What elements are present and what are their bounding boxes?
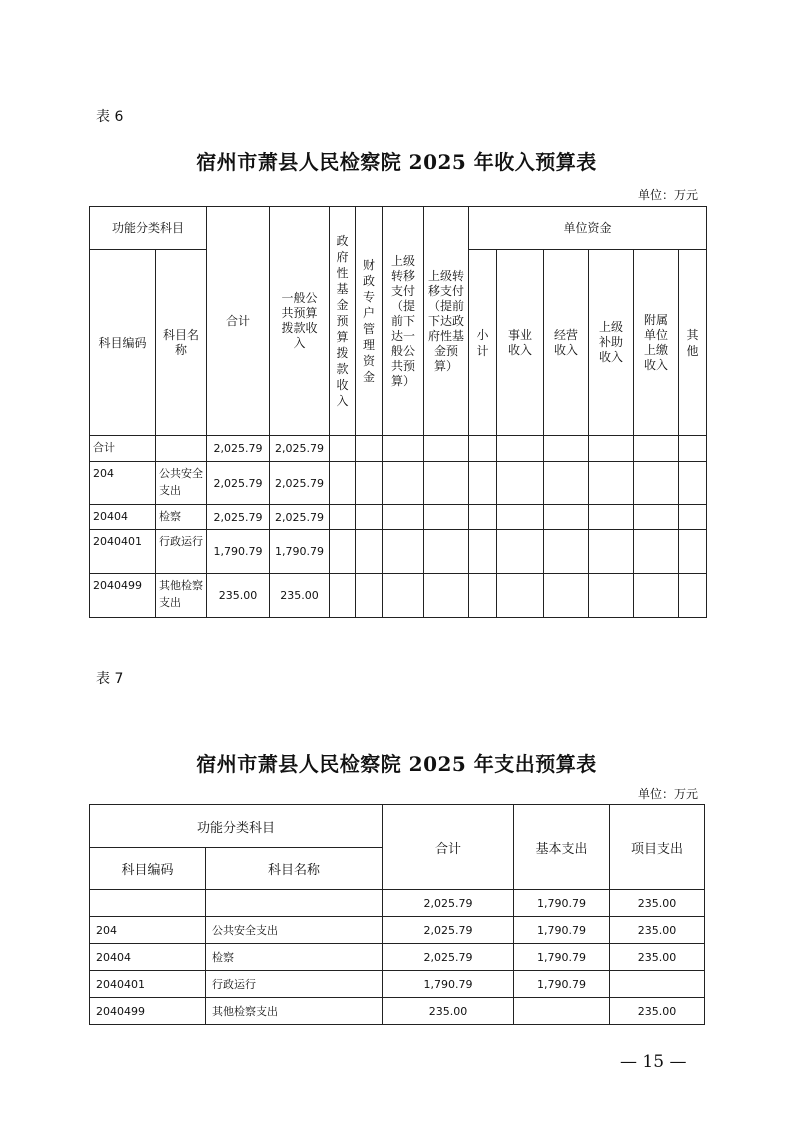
row-name: 其他检察支出 [156, 574, 207, 618]
row-total: 2,025.79 [383, 917, 514, 944]
row-total: 2,025.79 [207, 462, 270, 505]
header-code: 科目编码 [90, 250, 156, 436]
table-row [90, 574, 707, 618]
row-name: 检察 [156, 505, 207, 530]
row-code [90, 890, 206, 917]
row-total: 1,790.79 [383, 971, 514, 998]
table-row [90, 890, 705, 917]
row-code: 20404 [90, 505, 156, 530]
table6-title: 宿州市萧县人民检察院 2025 年收入预算表 [196, 150, 597, 174]
row-general: 2,025.79 [270, 462, 330, 505]
table6-label: 表 6 [96, 109, 124, 125]
page-number: — 15 — [620, 1052, 687, 1072]
header-fiscal-special: 财政专户管理资金 [356, 207, 383, 436]
row-code: 204 [90, 917, 206, 944]
row-code: 20404 [90, 944, 206, 971]
row-total: 2,025.79 [207, 505, 270, 530]
table-row [90, 505, 707, 530]
table-row [90, 436, 707, 462]
header-name: 科目名称 [206, 848, 383, 890]
table7-label: 表 7 [96, 671, 124, 687]
header-transfer-fund: 上级转移支付（提前下达政府性基金预算） [424, 207, 469, 436]
row-basic [514, 998, 610, 1025]
table7-title: 宿州市萧县人民检察院 2025 年支出预算表 [196, 752, 597, 776]
row-name: 公共安全支出 [206, 917, 383, 944]
row-code: 2040401 [90, 971, 206, 998]
table-row [90, 462, 707, 505]
row-total: 2,025.79 [207, 436, 270, 462]
header-transfer-general: 上级转移支付（提前下达一般公共预算） [383, 207, 424, 436]
table-row [90, 944, 705, 971]
header-basic: 基本支出 [514, 805, 610, 890]
row-total: 235.00 [207, 574, 270, 618]
row-name: 其他检察支出 [206, 998, 383, 1025]
row-project: 235.00 [610, 998, 705, 1025]
row-code: 2040401 [90, 530, 156, 574]
header-name: 科目名称 [156, 250, 207, 436]
table-row [90, 917, 705, 944]
table-row [90, 971, 705, 998]
header-general-budget: 一般公共预算拨款收入 [270, 207, 330, 436]
row-general: 2,025.79 [270, 505, 330, 530]
header-other: 其他 [679, 250, 707, 436]
row-project [610, 971, 705, 998]
table6-unit: 单位：万元 [637, 188, 698, 202]
header-total: 合计 [207, 207, 270, 436]
row-name: 检察 [206, 944, 383, 971]
row-general: 2,025.79 [270, 436, 330, 462]
row-total: 235.00 [383, 998, 514, 1025]
row-total: 2,025.79 [383, 890, 514, 917]
header-gov-fund: 政府性基金预算拨款收入 [330, 207, 356, 436]
row-basic: 1,790.79 [514, 890, 610, 917]
row-code: 2040499 [90, 574, 156, 618]
row-general: 235.00 [270, 574, 330, 618]
header-func-class: 功能分类科目 [90, 805, 383, 848]
header-affiliate-income: 附属单位上缴收入 [634, 250, 679, 436]
row-total: 1,790.79 [207, 530, 270, 574]
header-project: 项目支出 [610, 805, 705, 890]
row-name: 公共安全支出 [156, 462, 207, 505]
row-basic: 1,790.79 [514, 944, 610, 971]
header-subtotal: 小计 [469, 250, 497, 436]
row-code: 204 [90, 462, 156, 505]
header-unit-funds: 单位资金 [469, 207, 707, 250]
table-row [90, 530, 707, 574]
row-general: 1,790.79 [270, 530, 330, 574]
row-project: 235.00 [610, 944, 705, 971]
header-business-income: 事业收入 [497, 250, 544, 436]
row-code: 合计 [90, 436, 156, 462]
header-subsidy-income: 上级补助收入 [589, 250, 634, 436]
row-name: 行政运行 [156, 530, 207, 574]
expenditure-budget-table [89, 804, 705, 1025]
row-total: 2,025.79 [383, 944, 514, 971]
row-name [206, 890, 383, 917]
row-basic: 1,790.79 [514, 971, 610, 998]
row-name: 行政运行 [206, 971, 383, 998]
row-project: 235.00 [610, 917, 705, 944]
header-code: 科目编码 [90, 848, 206, 890]
header-operating-income: 经营收入 [544, 250, 589, 436]
row-code: 2040499 [90, 998, 206, 1025]
row-basic: 1,790.79 [514, 917, 610, 944]
header-func-class: 功能分类科目 [90, 207, 207, 250]
row-name [156, 436, 207, 462]
row-project: 235.00 [610, 890, 705, 917]
table7-unit: 单位：万元 [637, 787, 698, 801]
table-row [90, 998, 705, 1025]
header-total: 合计 [383, 805, 514, 890]
income-budget-table [89, 206, 707, 618]
